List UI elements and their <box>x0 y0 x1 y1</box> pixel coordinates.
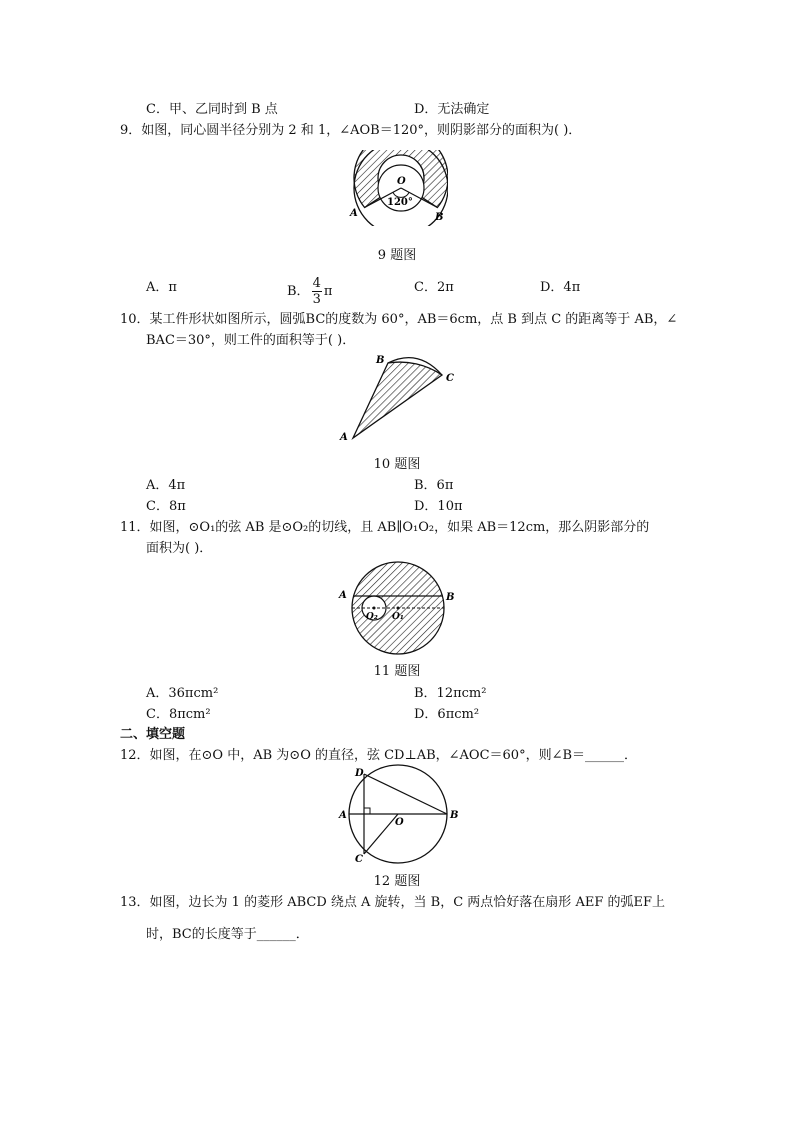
q9-label-a: A <box>350 208 358 219</box>
q10-label-b: B <box>376 355 385 366</box>
q9-stem: 9．如图，同心圆半径分别为 2 和 1，∠AOB＝120°，则阴影部分的面积为( )． <box>120 123 582 138</box>
q9-option-b <box>287 276 332 307</box>
q9-label-o: O <box>397 176 406 187</box>
q10-option-d: D．10π <box>414 499 463 514</box>
q10-label-a: A <box>340 432 348 443</box>
q11-option-c: C．8πcm² <box>146 707 211 722</box>
q9-label-b: B <box>435 212 444 223</box>
q12-label-o: O <box>395 817 404 828</box>
q9-option-b-prefix: B． <box>287 284 310 299</box>
q11-label-a: A <box>339 590 347 601</box>
q12-caption: 12 题图 <box>373 874 421 889</box>
q11-point-o2 <box>373 607 376 610</box>
q11-figure <box>336 558 460 656</box>
q8-option-d: D．无法确定 <box>414 102 490 117</box>
q11-label-o2: O₂ <box>366 612 378 622</box>
q12-label-b: B <box>450 810 459 821</box>
q12-label-a: A <box>339 810 347 821</box>
q10-option-b: B．6π <box>414 478 454 493</box>
q9-caption: 9 题图 <box>377 248 417 263</box>
q10-shaded-region <box>353 362 442 438</box>
q9-option-b-denominator: 3 <box>312 292 321 307</box>
q11-stem-line1: 11．如图，⊙O₁的弦 AB 是⊙O₂的切线，且 AB∥O₁O₂，如果 AB＝12cm，那么阴影部分的 <box>120 520 650 535</box>
q9-option-b-numerator: 4 <box>312 276 321 291</box>
q9-option-c: C．2π <box>414 280 454 295</box>
q11-label-b: B <box>446 592 455 603</box>
q11-caption: 11 题图 <box>373 664 421 679</box>
q9-label-angle: 120° <box>387 197 413 208</box>
q10-caption: 10 题图 <box>373 457 421 472</box>
q12-right-angle-mark <box>364 808 370 814</box>
q11-label-o1: O₁ <box>392 612 404 622</box>
q9-option-d: D．4π <box>540 280 581 295</box>
q10-stem-line2: BAC＝30°，则工件的面积等于( )． <box>146 333 356 348</box>
q12-figure <box>334 764 462 866</box>
q9-figure <box>344 150 448 226</box>
q13-stem-line1: 13．如图，边长为 1 的菱形 ABCD 绕点 A 旋转，当 B，C 两点恰好落在扇形 AEF 的弧EF上 <box>120 895 665 910</box>
q11-option-a: A．36πcm² <box>146 686 219 701</box>
q10-option-a: A．4π <box>146 478 186 493</box>
q12-segment-oc <box>364 814 398 854</box>
q13-stem-line2: 时，BC的长度等于______． <box>146 927 309 942</box>
q9-option-b-fraction <box>312 276 322 307</box>
q12-label-c: C <box>355 854 363 865</box>
q11-option-b: B．12πcm² <box>414 686 487 701</box>
q8-option-c: C．甲、乙同时到 B 点 <box>146 102 278 117</box>
q10-figure <box>336 350 460 444</box>
q10-label-c: C <box>446 373 454 384</box>
q11-point-o1 <box>397 607 400 610</box>
section-title: 二、填空题 <box>120 727 186 742</box>
q9-option-b-suffix: π <box>323 284 333 299</box>
q12-segment-db <box>364 774 447 814</box>
q12-label-d: D <box>355 768 364 779</box>
q11-stem-line2: 面积为( )． <box>146 541 213 556</box>
q10-stem-line1: 10．某工件形状如图所示，圆弧BC的度数为 60°，AB＝6cm，点 B 到点 C 的距离等于 AB，∠ <box>120 312 678 327</box>
q12-stem: 12．如图，在⊙O 中，AB 为⊙O 的直径，弦 CD⊥AB，∠AOC＝60°，则∠B＝______． <box>120 748 638 763</box>
q9-option-a: A．π <box>146 280 177 295</box>
q10-option-c: C．8π <box>146 499 186 514</box>
q11-option-d: D．6πcm² <box>414 707 480 722</box>
